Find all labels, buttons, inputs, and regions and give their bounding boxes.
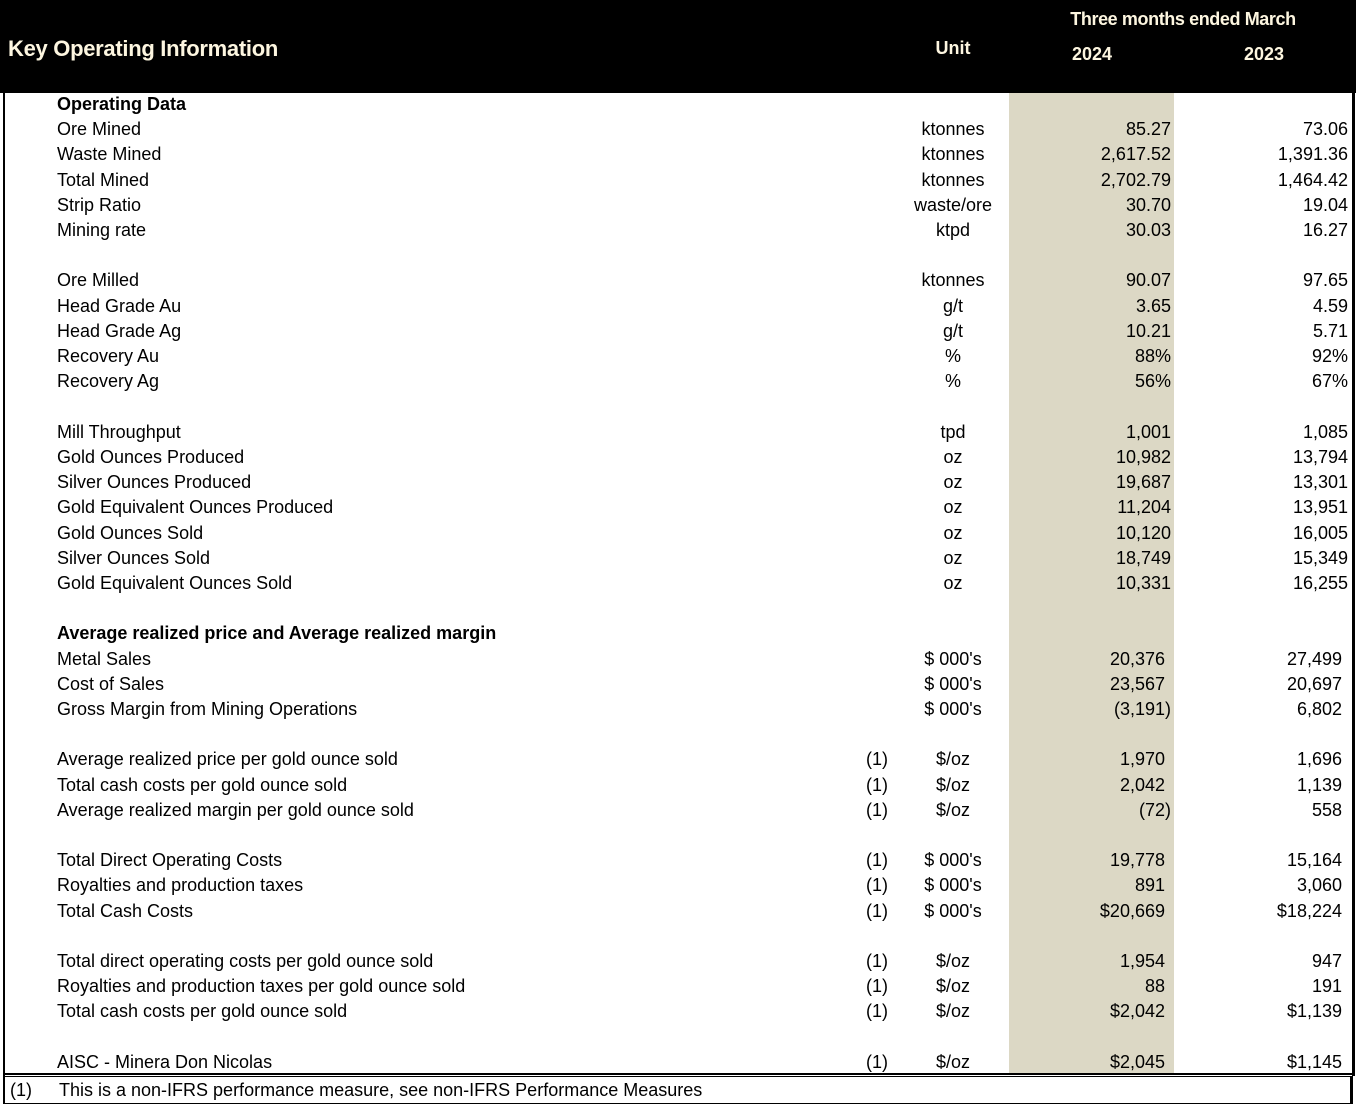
value-2023: 67% <box>1311 371 1348 391</box>
value-2024: 20,376 <box>1109 649 1165 669</box>
value-2024: 88 <box>1144 976 1165 996</box>
table-row <box>0 168 1356 193</box>
value-2023: 16.27 <box>1302 220 1348 240</box>
period-header: Three months ended March <box>1070 9 1296 29</box>
row-label: Silver Ounces Sold <box>57 548 211 568</box>
table-row <box>0 495 1356 520</box>
row-label: Average realized margin per gold ounce sold <box>57 800 414 820</box>
row-label: AISC - Minera Don Nicolas <box>57 1052 273 1072</box>
unit-cell: $ 000's <box>924 875 982 895</box>
unit-cell: $/oz <box>935 775 971 795</box>
value-2023: $1,145 <box>1286 1052 1342 1072</box>
unit-column-header: Unit <box>935 38 971 58</box>
table-row <box>0 949 1356 974</box>
unit-cell: $ 000's <box>924 649 982 669</box>
value-2023: 1,464.42 <box>1277 170 1348 190</box>
unit-cell: $/oz <box>935 951 971 971</box>
value-2023: 19.04 <box>1302 195 1348 215</box>
row-label: Gold Equivalent Ounces Produced <box>57 497 334 517</box>
row-label: Head Grade Au <box>57 296 182 316</box>
value-2024: 891 <box>1134 875 1165 895</box>
value-2023: 1,085 <box>1302 422 1348 442</box>
value-2024: 10,120 <box>1115 523 1171 543</box>
footnote-reference: (1) <box>866 901 888 921</box>
value-2024: $2,042 <box>1109 1001 1165 1021</box>
footnote-reference: (1) <box>866 1001 888 1021</box>
value-2023: 3,060 <box>1296 875 1342 895</box>
value-2023: 4.59 <box>1312 296 1348 316</box>
unit-cell: $/oz <box>935 749 971 769</box>
value-2024: 56% <box>1134 371 1171 391</box>
table-row <box>0 445 1356 470</box>
value-2024: 10,331 <box>1115 573 1171 593</box>
value-2023: 5.71 <box>1312 321 1348 341</box>
value-2023: 1,696 <box>1296 749 1342 769</box>
row-label: Cost of Sales <box>57 674 165 694</box>
table-row <box>0 647 1356 672</box>
value-2023: 1,139 <box>1296 775 1342 795</box>
row-label: Total cash costs per gold ounce sold <box>57 775 348 795</box>
table-row <box>0 899 1356 924</box>
row-label: Ore Mined <box>57 119 142 139</box>
value-2023: 558 <box>1311 800 1342 820</box>
value-2023: 97.65 <box>1302 270 1348 290</box>
value-2023: $18,224 <box>1276 901 1342 921</box>
table-row <box>0 521 1356 546</box>
value-2023: 1,391.36 <box>1277 144 1348 164</box>
table-row <box>0 999 1356 1024</box>
table-row <box>0 672 1356 697</box>
row-label: Mill Throughput <box>57 422 181 442</box>
row-label: Mining rate <box>57 220 147 240</box>
row-label: Total Cash Costs <box>57 901 194 921</box>
unit-cell: oz <box>943 497 963 517</box>
table-row <box>0 344 1356 369</box>
table-row <box>0 697 1356 722</box>
table-row <box>0 117 1356 142</box>
table-row <box>0 268 1356 293</box>
value-2024: 10,982 <box>1115 447 1171 467</box>
unit-cell: $/oz <box>935 800 971 820</box>
section-heading-row <box>0 92 1356 117</box>
row-label: Gold Equivalent Ounces Sold <box>57 573 293 593</box>
value-2024: 3.65 <box>1135 296 1171 316</box>
row-label: Total Direct Operating Costs <box>57 850 283 870</box>
footnote-text: This is a non-IFRS performance measure, see non-IFRS Performance Measures <box>59 1080 703 1100</box>
table-row <box>0 294 1356 319</box>
value-2024: $2,045 <box>1109 1052 1165 1072</box>
table-row <box>0 1050 1356 1075</box>
row-label: Total Mined <box>57 170 150 190</box>
value-2024: 18,749 <box>1115 548 1171 568</box>
unit-cell: $ 000's <box>924 674 982 694</box>
value-2023: 27,499 <box>1286 649 1342 669</box>
table-row <box>0 974 1356 999</box>
value-2024: 11,204 <box>1117 497 1171 517</box>
value-2024: 2,042 <box>1119 775 1165 795</box>
value-2024: 1,954 <box>1119 951 1165 971</box>
unit-cell: ktonnes <box>921 270 985 290</box>
footnote-reference: (1) <box>866 976 888 996</box>
unit-cell: % <box>944 371 961 391</box>
table-row <box>0 369 1356 394</box>
unit-cell: ktpd <box>935 220 971 240</box>
unit-cell: ktonnes <box>921 144 985 164</box>
value-2024: 2,702.79 <box>1100 170 1171 190</box>
table-row <box>0 773 1356 798</box>
unit-cell: ktonnes <box>921 119 985 139</box>
table-row <box>0 319 1356 344</box>
table-header <box>0 0 1356 93</box>
value-2023: 947 <box>1311 951 1342 971</box>
table-row <box>0 848 1356 873</box>
row-label: Royalties and production taxes per gold ounce sold <box>57 976 466 996</box>
unit-cell: % <box>944 346 961 366</box>
value-2024: (3,191) <box>1113 699 1171 719</box>
footnote-mark: (1) <box>10 1080 32 1100</box>
table-row <box>0 420 1356 445</box>
value-2024: (72) <box>1138 800 1171 820</box>
row-label: Waste Mined <box>57 144 162 164</box>
footnote-reference: (1) <box>866 800 888 820</box>
value-2024: $20,669 <box>1099 901 1165 921</box>
value-2024: 19,778 <box>1109 850 1165 870</box>
value-2023: 13,951 <box>1292 497 1348 517</box>
unit-cell: $ 000's <box>924 901 982 921</box>
unit-cell: oz <box>943 573 963 593</box>
value-2024: 90.07 <box>1125 270 1171 290</box>
value-2024: 10.21 <box>1125 321 1171 341</box>
row-label: Recovery Ag <box>57 371 160 391</box>
footnote-reference: (1) <box>866 850 888 870</box>
row-label: Strip Ratio <box>57 195 142 215</box>
row-label: Total direct operating costs per gold ounce sold <box>57 951 434 971</box>
value-2023: 16,255 <box>1292 573 1348 593</box>
value-2024: 30.70 <box>1125 195 1171 215</box>
row-label: Gold Ounces Produced <box>57 447 245 467</box>
row-label: Head Grade Ag <box>57 321 182 341</box>
row-label: Metal Sales <box>57 649 152 669</box>
value-2023: 92% <box>1311 346 1348 366</box>
table-row <box>0 470 1356 495</box>
footnote-reference: (1) <box>866 875 888 895</box>
value-2023: 20,697 <box>1286 674 1342 694</box>
table-row <box>0 218 1356 243</box>
footnote <box>3 1077 1353 1104</box>
value-2023: 191 <box>1311 976 1342 996</box>
table-row <box>0 747 1356 772</box>
value-2023: 15,164 <box>1286 850 1342 870</box>
row-label: Silver Ounces Produced <box>57 472 252 492</box>
value-2024: 23,567 <box>1109 674 1165 694</box>
table-row <box>0 193 1356 218</box>
footnote-reference: (1) <box>866 1052 888 1072</box>
table-row <box>0 142 1356 167</box>
footnote-reference: (1) <box>866 749 888 769</box>
unit-cell: oz <box>943 472 963 492</box>
footnote-reference: (1) <box>866 951 888 971</box>
table-row <box>0 571 1356 596</box>
unit-cell: waste/ore <box>913 195 993 215</box>
row-label: Royalties and production taxes <box>57 875 304 895</box>
value-2024: 88% <box>1134 346 1171 366</box>
page-title: Key Operating Information <box>8 36 278 61</box>
value-2024: 85.27 <box>1125 119 1171 139</box>
value-2023: 13,301 <box>1292 472 1348 492</box>
unit-cell: $ 000's <box>924 699 982 719</box>
value-2023: 13,794 <box>1292 447 1348 467</box>
table-row <box>0 873 1356 898</box>
value-2023: 73.06 <box>1302 119 1348 139</box>
row-label: Gold Ounces Sold <box>57 523 204 543</box>
value-2023: 15,349 <box>1292 548 1348 568</box>
footnote-reference: (1) <box>866 775 888 795</box>
section-heading-row <box>0 621 1356 646</box>
value-2024: 1,001 <box>1125 422 1171 442</box>
value-2023: 6,802 <box>1296 699 1342 719</box>
section-heading: Operating Data <box>57 94 187 114</box>
year-2024-column-header: 2024 <box>1071 44 1113 64</box>
value-2023: 16,005 <box>1292 523 1348 543</box>
section-heading: Average realized price and Average realized margin <box>57 623 497 643</box>
unit-cell: $/oz <box>935 1052 971 1072</box>
value-2024: 19,687 <box>1115 472 1171 492</box>
row-label: Recovery Au <box>57 346 160 366</box>
row-label: Average realized price per gold ounce sold <box>57 749 398 769</box>
unit-cell: $ 000's <box>924 850 982 870</box>
unit-cell: $/oz <box>935 976 971 996</box>
unit-cell: g/t <box>942 321 963 341</box>
year-2023-column-header: 2023 <box>1243 44 1285 64</box>
row-label: Total cash costs per gold ounce sold <box>57 1001 348 1021</box>
value-2024: 30.03 <box>1125 220 1171 240</box>
unit-cell: $/oz <box>935 1001 971 1021</box>
unit-cell: oz <box>943 523 963 543</box>
value-2024: 1,970 <box>1119 749 1165 769</box>
unit-cell: g/t <box>942 296 963 316</box>
table-row <box>0 798 1356 823</box>
value-2023: $1,139 <box>1286 1001 1342 1021</box>
row-label: Gross Margin from Mining Operations <box>57 699 358 719</box>
unit-cell: tpd <box>940 422 966 442</box>
unit-cell: oz <box>943 548 963 568</box>
unit-cell: oz <box>943 447 963 467</box>
unit-cell: ktonnes <box>921 170 985 190</box>
table-row <box>0 546 1356 571</box>
value-2024: 2,617.52 <box>1100 144 1171 164</box>
row-label: Ore Milled <box>57 270 140 290</box>
